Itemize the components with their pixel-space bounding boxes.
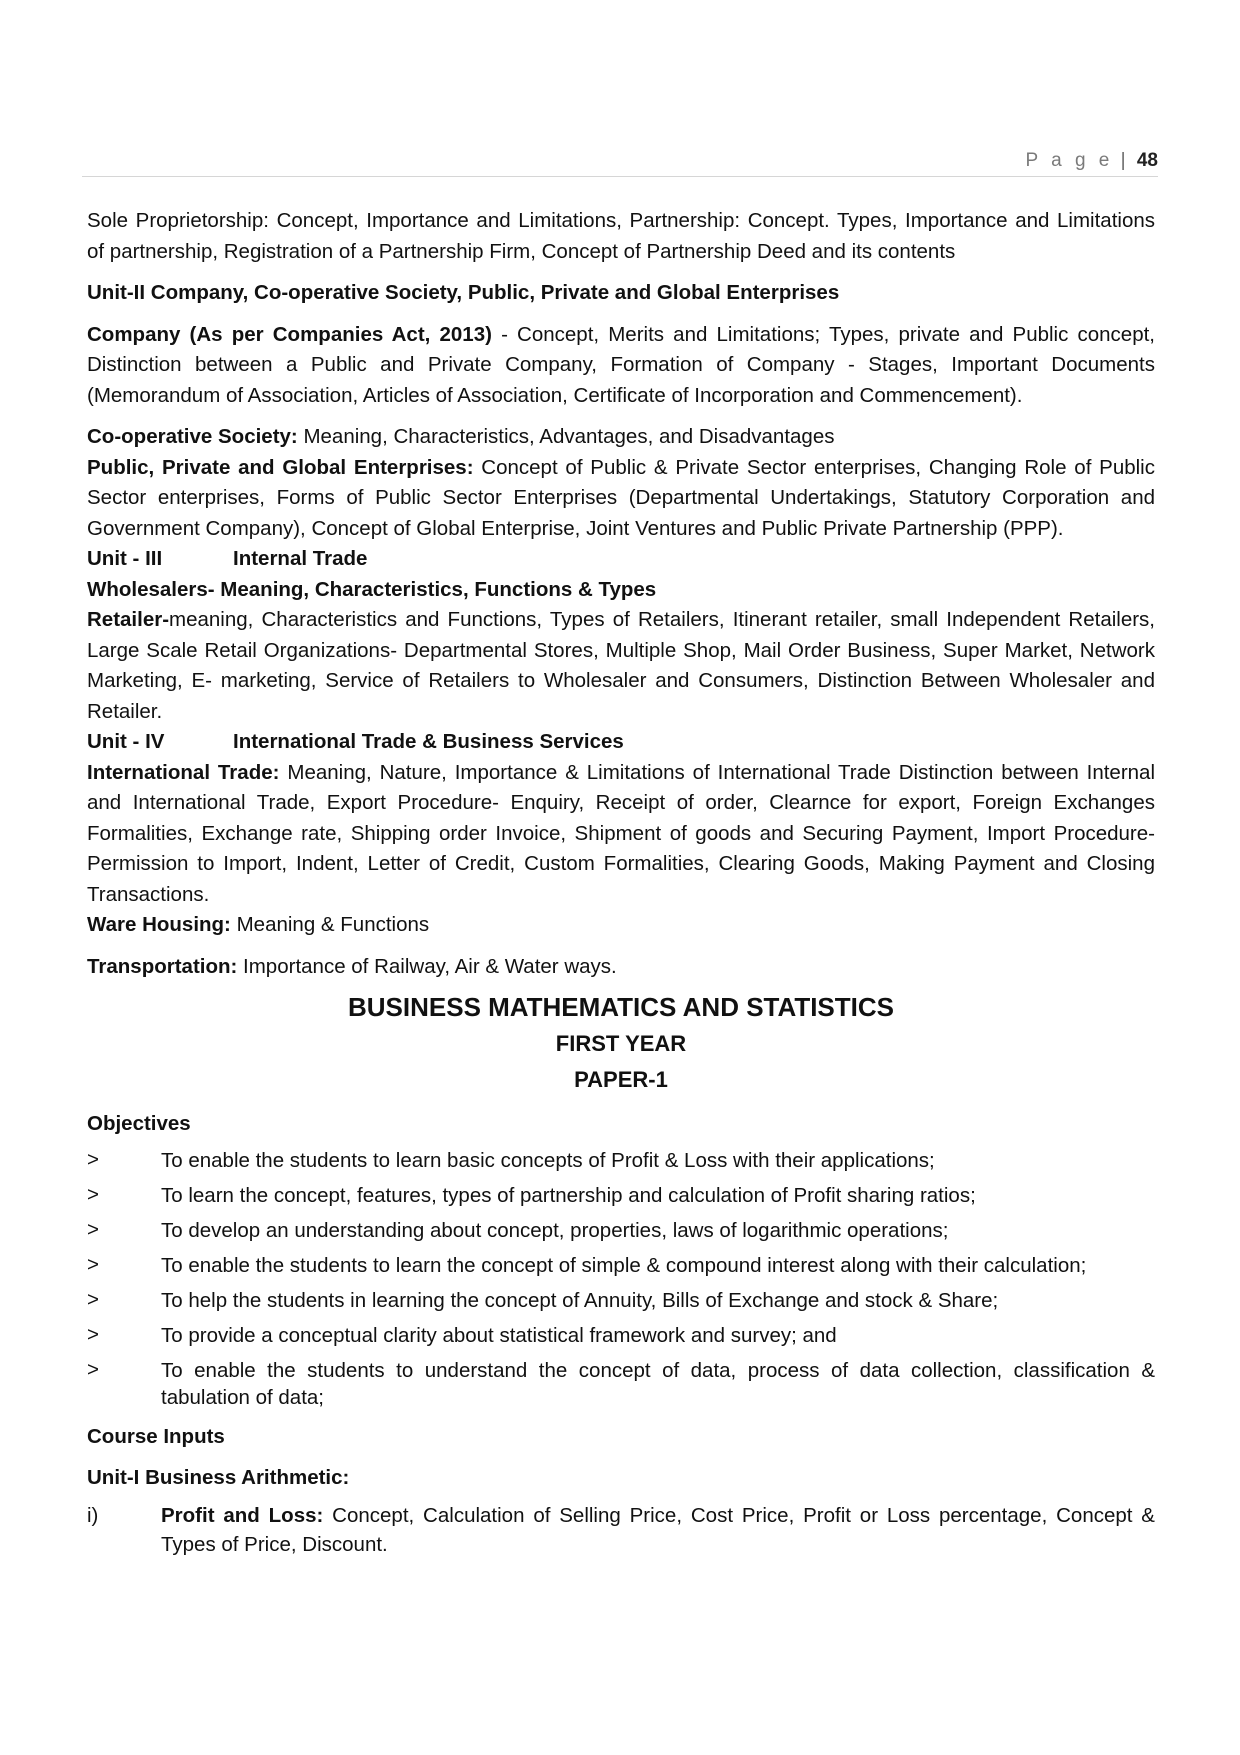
retailer-label: Retailer- [87,608,170,631]
company-label: Company (As per Companies Act, 2013) [87,322,492,346]
unit4-title: International Trade & Business Services [233,730,624,753]
intl-label: International Trade: [87,760,280,784]
international-trade-paragraph [87,758,1155,911]
page-separator: | [1120,150,1126,171]
objectives-list [87,1145,1155,1411]
objective-text: To enable the students to learn the concept of simple & compound interest along with their calculation; [161,1253,1087,1277]
objective-text: To develop an understanding about concept, properties, laws of logarithmic operations; [161,1218,949,1242]
objective-text: To enable the students to understand the concept of data, process of data collection, classification & tabulation of data; [161,1358,1155,1409]
ppg-paragraph [87,453,1155,545]
list-item [87,1250,1155,1280]
unit1-heading: Unit-I Business Arithmetic: [87,1466,350,1489]
page-header [82,146,1158,177]
unit3-heading [87,544,1155,575]
transportation-paragraph [87,952,1155,983]
list-item [87,1180,1155,1210]
objective-text: To help the students in learning the concept of Annuity, Bills of Exchange and stock & Share; [161,1288,999,1312]
wholesalers-heading: Wholesalers- Meaning, Characteristics, Functions & Types [87,577,657,601]
page-number-label [1025,150,1158,172]
objective-text: To enable the students to learn basic concepts of Profit & Loss with their applications; [161,1148,935,1172]
bullet-marker: > [87,1357,99,1381]
ppg-text: Concept of Public & Private Sector enterprises, Changing Role of Public Sector enterprises, Forms of Public Sector Enterprises (Departmental Undertakings, Statutory Corporation and Government Company), Concept of Global Enterprise, Joint Ventures and Public Private Partnership (PPP). [87,455,1155,540]
company-paragraph [87,320,1155,412]
objective-text: To provide a conceptual clarity about statistical framework and survey; and [161,1323,837,1347]
profit-loss-desc: Concept, Calculation of Selling Price, Cost Price, Profit or Loss percentage, Concept & Types of Price, Discount. [161,1503,1155,1556]
item-marker: i) [87,1503,99,1527]
ppg-label: Public, Private and Global Enterprises: [87,455,474,479]
list-item [87,1501,1155,1559]
coop-text: Meaning, Characteristics, Advantages, and Disadvantages [297,425,835,448]
profit-loss-label: Profit and Loss: [161,1503,324,1527]
transport-text: Importance of Railway, Air & Water ways. [237,954,617,978]
intl-text: Meaning, Nature, Importance & Limitations of International Trade Distinction between Internal and International Trade, Export Procedure- Enquiry, Receipt of order, Clearnce for export, Foreign Exchanges Formalities, Exchange rate, Shipping order Invoice, Shipment of goods and Securing Payment, Import Procedure- Permission to Import, Indent, Letter of Credit, Custom Formalities, Clearing Goods, Making Payment and Closing Transactions. [87,760,1155,906]
unit2-heading: Unit-II Company, Co-operative Society, Public, Private and Global Enterprises [87,281,840,304]
retailer-paragraph [87,605,1155,727]
document-body [87,206,1155,1559]
ware-text: Meaning & Functions [230,913,430,936]
course-paper: PAPER-1 [574,1067,668,1092]
warehousing-paragraph [87,910,1155,941]
transport-label: Transportation: [87,954,238,978]
page-number: 48 [1136,150,1158,171]
bullet-marker: > [87,1287,99,1311]
list-item [87,1215,1155,1245]
course-title: BUSINESS MATHEMATICS AND STATISTICS [348,992,894,1022]
bullet-marker: > [87,1182,99,1206]
bullet-marker: > [87,1322,99,1346]
unit4-number: Unit - IV [87,730,165,753]
ware-label: Ware Housing: [87,913,231,936]
page-word: P a g e [1025,150,1114,171]
bullet-marker: > [87,1217,99,1241]
intro-paragraph: Sole Proprietorship: Concept, Importance and Limitations, Partnership: Concept. Types, Importance and Limitations of partnership, Registration of a Partnership Firm, Concept of Partnership Deed and its contents [87,209,1155,263]
company-text: - Concept, Merits and Limitations; Types, private and Public concept, Distinction between a Public and Private Company, Formation of Company - Stages, Important Documents (Memorandum of Association, Articles of Association, Certificate of Incorporation and Commencement). [87,322,1155,407]
list-item [87,1285,1155,1315]
objective-text: To learn the concept, features, types of partnership and calculation of Profit sharing ratios; [161,1183,976,1207]
bullet-marker: > [87,1147,99,1171]
unit3-number: Unit - III [87,547,163,570]
objectives-heading: Objectives [87,1112,191,1135]
coop-paragraph [87,422,1155,453]
unit4-heading [87,727,1155,758]
list-item [87,1320,1155,1350]
list-item [87,1355,1155,1411]
bullet-marker: > [87,1252,99,1276]
unit3-title: Internal Trade [233,547,368,570]
coop-label: Co-operative Society: [87,425,298,448]
profit-loss-text [161,1501,1155,1559]
course-year: FIRST YEAR [555,1031,687,1056]
retailer-text: meaning, Characteristics and Functions, Types of Retailers, Itinerant retailer, small Independent Retailers, Large Scale Retail Organizations- Departmental Stores, Multiple Shop, Mail Order Business, Super Market, Network Marketing, E- marketing, Service of Retailers to Wholesaler and Consumers, Distinction Between Wholesaler and Retailer. [87,608,1155,723]
list-item [87,1145,1155,1175]
course-inputs-heading: Course Inputs [87,1424,225,1448]
